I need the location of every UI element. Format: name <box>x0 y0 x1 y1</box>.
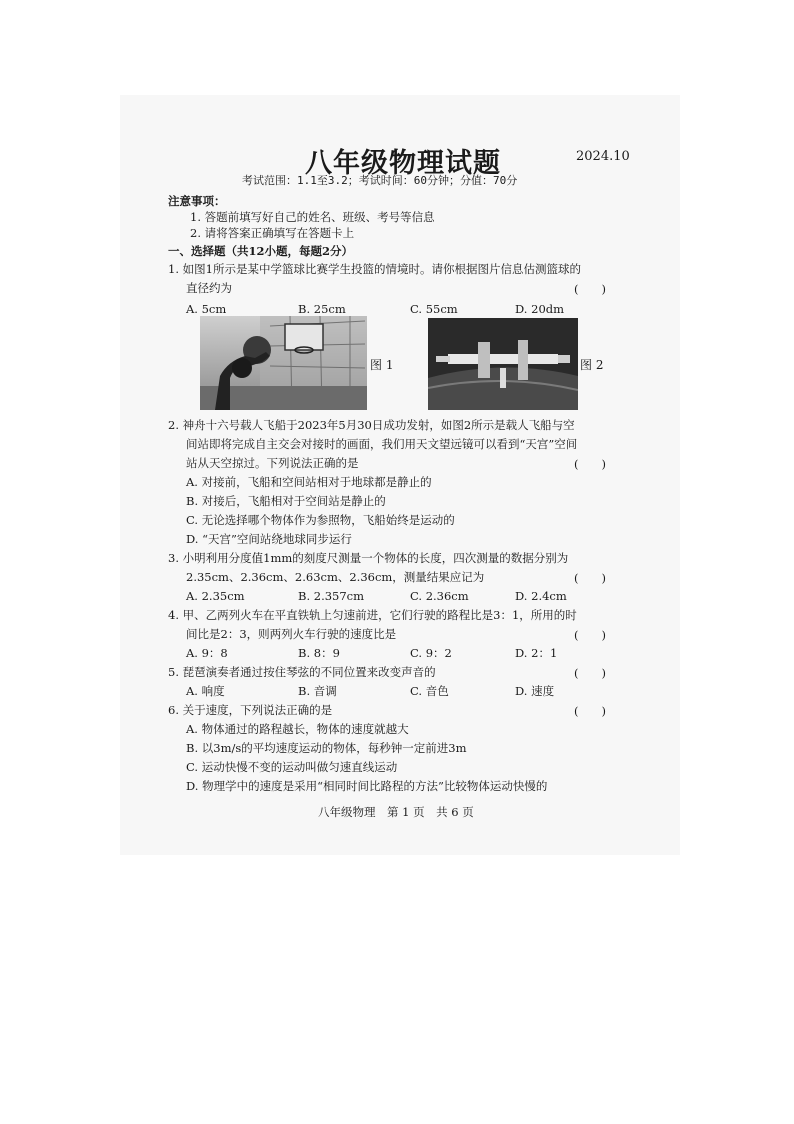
q3-option-a: A. 2.35cm <box>186 589 245 603</box>
q4-option-c: C. 9：2 <box>410 646 452 660</box>
q4-line-1: 4. 甲、乙两列火车在平直铁轨上匀速前进，它们行驶的路程比是3：1，所用的时 <box>168 608 577 622</box>
q2-option-d: D. “天宫”空间站绕地球同步运行 <box>186 532 352 546</box>
q6-line: 6. 关于速度，下列说法正确的是 <box>168 703 333 717</box>
q2-option-c: C. 无论选择哪个物体作为参照物，飞船始终是运动的 <box>186 513 455 527</box>
q5-option-b: B. 音调 <box>298 684 337 698</box>
q3-option-b: B. 2.357cm <box>298 589 365 603</box>
answer-paren: ( ) <box>574 282 606 296</box>
q1-option-c: C. 55cm <box>410 302 458 316</box>
answer-paren: ( ) <box>574 704 606 718</box>
q1-option-d: D. 20dm <box>515 302 565 316</box>
notes-heading: 注意事项： <box>168 194 226 208</box>
q6-option-d: D. 物理学中的速度是采用“相同时间比路程的方法”比较物体运动快慢的 <box>186 779 548 793</box>
q1-line-1: 1. 如图1所示是某中学篮球比赛学生投篮的情境时。请你根据图片信息估测篮球的 <box>168 262 581 276</box>
answer-paren: ( ) <box>574 628 606 642</box>
exam-meta: 考试范围：1.1至3.2；考试时间：60分钟；分值：70分 <box>242 174 518 187</box>
q3-option-d: D. 2.4cm <box>515 589 567 603</box>
figure-1-caption: 图 1 <box>370 358 394 372</box>
q3-option-c: C. 2.36cm <box>410 589 469 603</box>
q2-line-1: 2. 神舟十六号载人飞船于2023年5月30日成功发射，如图2所示是载人飞船与空 <box>168 418 575 432</box>
answer-paren: ( ) <box>574 571 606 585</box>
q1-line-2: 直径约为 <box>186 281 232 295</box>
page-footer: 八年级物理 第 1 页 共 6 页 <box>318 805 474 819</box>
answer-paren: ( ) <box>574 457 606 471</box>
q6-option-c: C. 运动快慢不变的运动叫做匀速直线运动 <box>186 760 398 774</box>
exam-title: 八年级物理试题 <box>305 148 501 179</box>
basketball-photo <box>200 316 367 410</box>
q3-line-2: 2.35cm、2.36cm、2.63cm、2.36cm，测量结果应记为 <box>186 570 485 584</box>
q3-line-1: 3. 小明利用分度值1mm的刻度尺测量一个物体的长度，四次测量的数据分别为 <box>168 551 569 565</box>
q1-option-b: B. 25cm <box>298 302 346 316</box>
answer-paren: ( ) <box>574 666 606 680</box>
q4-option-a: A. 9：8 <box>186 646 228 660</box>
exam-date: 2024.10 <box>576 149 630 164</box>
q6-option-a: A. 物体通过的路程越长，物体的速度就越大 <box>186 722 409 736</box>
q5-option-d: D. 速度 <box>515 684 555 698</box>
notes-item-1: 1. 答题前填写好自己的姓名、班级、考号等信息 <box>190 210 435 224</box>
q4-line-2: 间比是2：3，则两列火车行驶的速度比是 <box>186 627 397 641</box>
q6-option-b: B. 以3m/s的平均速度运动的物体，每秒钟一定前进3m <box>186 741 467 755</box>
q5-line: 5. 琵琶演奏者通过按住琴弦的不同位置来改变声音的 <box>168 665 436 679</box>
notes-item-2: 2. 请将答案正确填写在答题卡上 <box>190 226 355 240</box>
q1-option-a: A. 5cm <box>186 302 227 316</box>
q4-option-d: D. 2：1 <box>515 646 558 660</box>
q2-option-b: B. 对接后，飞船相对于空间站是静止的 <box>186 494 386 508</box>
section-heading: 一、选择题（共12小题，每题2分） <box>168 244 354 258</box>
figure-2-caption: 图 2 <box>580 358 604 372</box>
q2-line-2: 间站即将完成自主交会对接时的画面，我们用天文望远镜可以看到“天宫”空间 <box>186 437 578 451</box>
q5-option-c: C. 音色 <box>410 684 449 698</box>
q2-option-a: A. 对接前，飞船和空间站相对于地球都是静止的 <box>186 475 432 489</box>
space-station-photo <box>428 318 578 410</box>
q2-line-3: 站从天空掠过。下列说法正确的是 <box>186 456 359 470</box>
q4-option-b: B. 8：9 <box>298 646 340 660</box>
q5-option-a: A. 响度 <box>186 684 225 698</box>
